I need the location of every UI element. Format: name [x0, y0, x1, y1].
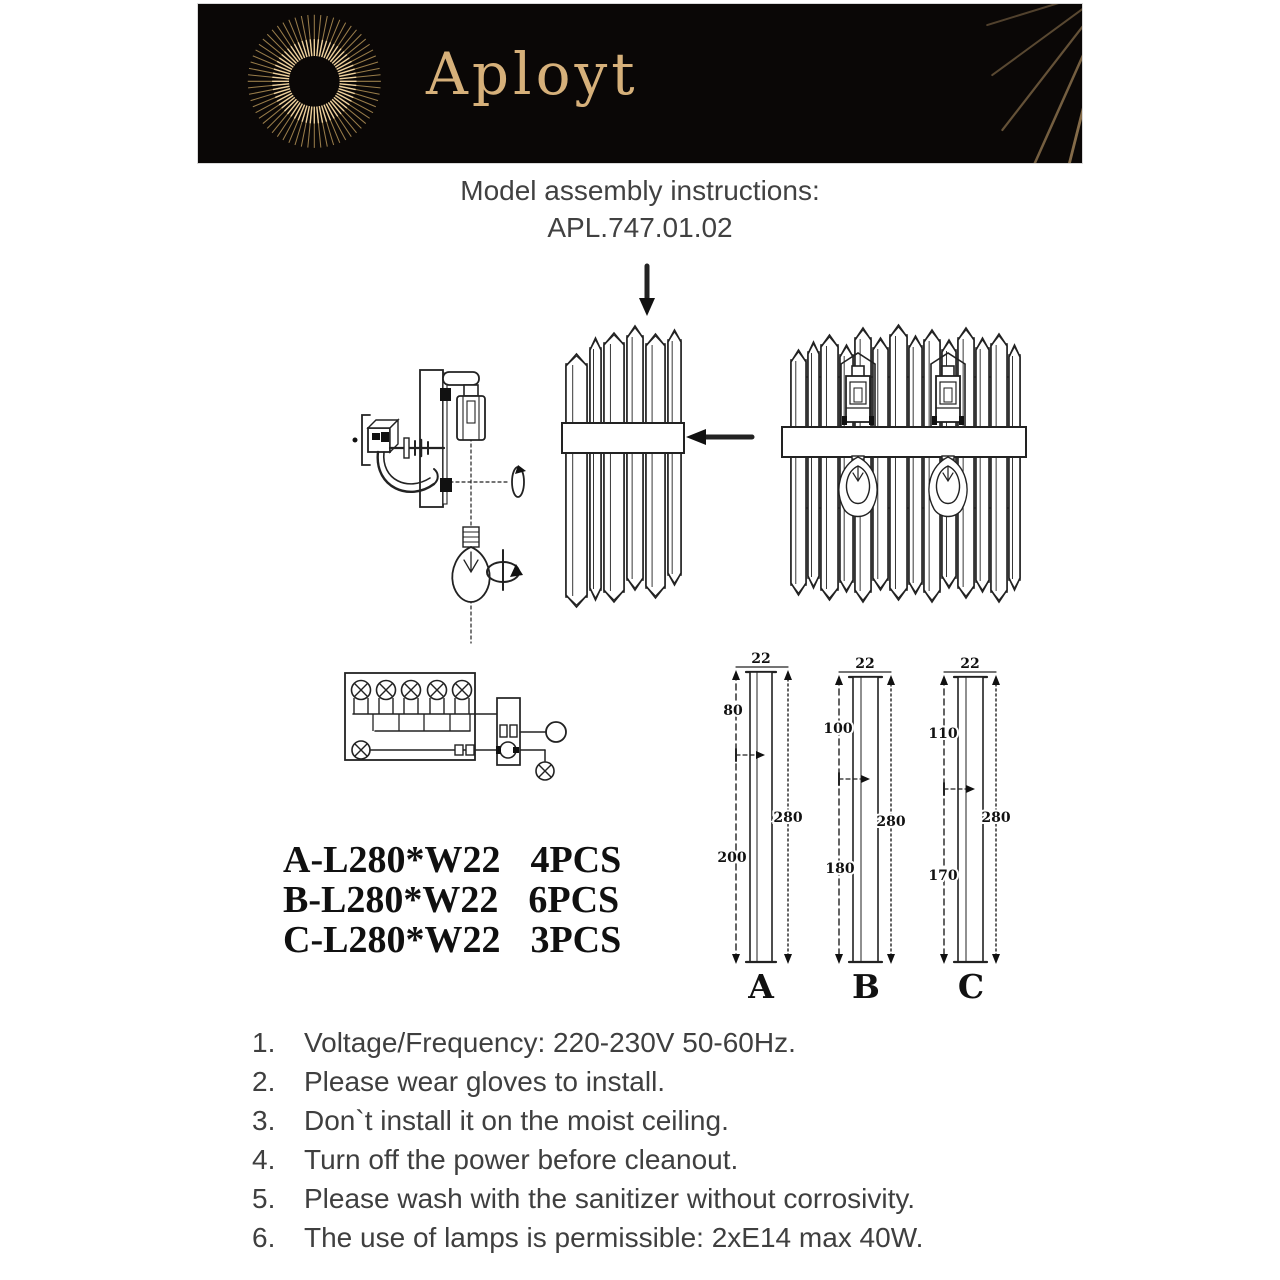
- svg-text:200: 200: [717, 850, 747, 866]
- part-code: B-L280*W22: [283, 879, 499, 921]
- part-qty: 6PCS: [528, 879, 620, 921]
- sunburst-logo-icon: [244, 11, 394, 161]
- part-code: C-L280*W22: [283, 919, 501, 961]
- instruction-item: [252, 1101, 1072, 1140]
- page-title: Model assembly instructions:: [460, 175, 820, 206]
- left-arrow-icon: [686, 429, 752, 445]
- fixture-diagram: [782, 325, 1026, 602]
- dimension-diagram-c: [928, 656, 1010, 1005]
- part-qty: 3PCS: [530, 919, 622, 961]
- part-row: [283, 880, 621, 920]
- instruction-number: 2.: [252, 1066, 276, 1097]
- instruction-item: [252, 1062, 1072, 1101]
- brand-name: Aployt: [426, 40, 639, 108]
- svg-text:280: 280: [876, 814, 906, 830]
- dimension-diagram-a: [717, 651, 802, 1005]
- svg-text:100: 100: [823, 721, 853, 737]
- svg-text:22: 22: [751, 651, 771, 667]
- part-row: [283, 920, 621, 960]
- assembly-diagram: [340, 250, 1040, 650]
- instruction-text: Please wear gloves to install.: [304, 1066, 666, 1097]
- instruction-text: Voltage/Frequency: 220-230V 50-60Hz.: [304, 1027, 796, 1058]
- instruction-number: 6.: [252, 1222, 276, 1253]
- page-title-block: [0, 172, 1280, 246]
- instruction-number: 1.: [252, 1027, 276, 1058]
- down-arrow-icon: [639, 266, 655, 316]
- svg-text:180: 180: [825, 861, 855, 877]
- instruction-item: [252, 1023, 1072, 1062]
- model-number: APL.747.01.02: [547, 212, 733, 243]
- part-qty: 4PCS: [530, 839, 622, 881]
- wall-mount-diagram: [353, 370, 527, 643]
- diagram-label-a: A: [748, 967, 774, 1005]
- instruction-number: 5.: [252, 1183, 276, 1214]
- instruction-text: Please wash with the sanitizer without corrosivity.: [304, 1183, 916, 1214]
- svg-text:22: 22: [960, 656, 980, 672]
- dimension-diagram-b: [823, 656, 905, 1005]
- svg-text:110: 110: [928, 726, 958, 742]
- svg-text:280: 280: [773, 810, 803, 826]
- instruction-item: [252, 1179, 1072, 1218]
- diagram-label-b: B: [852, 967, 880, 1005]
- diagram-label-c: C: [957, 967, 985, 1005]
- instruction-number: 3.: [252, 1105, 276, 1136]
- corner-rays-icon: [602, 4, 1082, 163]
- wiring-diagram: [335, 655, 585, 800]
- parts-list: [283, 840, 621, 960]
- instruction-item: [252, 1218, 1072, 1257]
- svg-text:22: 22: [855, 656, 875, 672]
- brand-banner: [197, 3, 1083, 164]
- svg-text:280: 280: [981, 810, 1011, 826]
- shade-diagram: [562, 326, 684, 607]
- instruction-number: 4.: [252, 1144, 276, 1175]
- svg-text:80: 80: [723, 703, 743, 719]
- instructions-list: [252, 1023, 1072, 1257]
- instruction-item: [252, 1140, 1072, 1179]
- instruction-text: Turn off the power before cleanout.: [304, 1144, 739, 1175]
- svg-text:170: 170: [928, 868, 958, 884]
- dimension-diagrams: [715, 650, 1015, 1005]
- part-row: [283, 840, 621, 880]
- part-code: A-L280*W22: [283, 839, 501, 881]
- instruction-text: Don`t install it on the moist ceiling.: [304, 1105, 729, 1136]
- instruction-text: The use of lamps is permissible: 2xE14 max 40W.: [304, 1222, 924, 1253]
